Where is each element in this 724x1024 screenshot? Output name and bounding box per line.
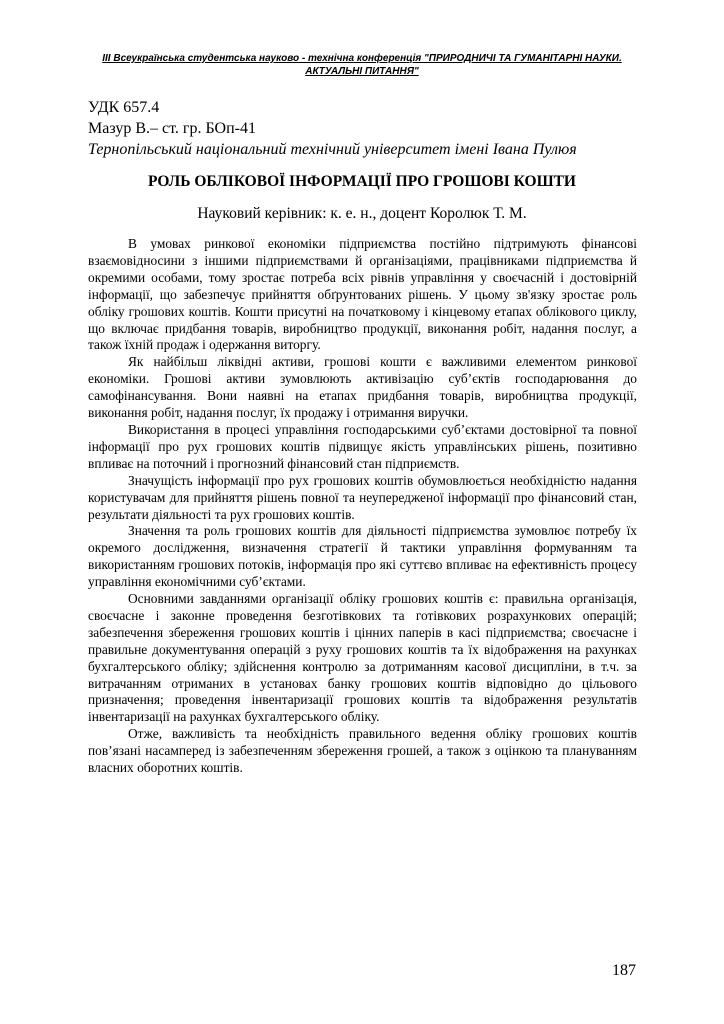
article-meta [88, 97, 648, 160]
conference-header-line1: ІІІ Всеукраїнська студентська науково - технічна конференція "ПРИРОДНИЧІ ТА ГУМАНІТАРНІ НАУКИ. [102, 53, 622, 64]
paragraph-4: Значущість інформації про рух грошових коштів обумовлюється необхідністю надання користувачам для прийняття рішень повної та неупередженої інформації про фінансовий стан, результати діяльності та рух грошових коштів. [88, 472, 637, 522]
paragraph-5: Значення та роль грошових коштів для діяльності підприємства зумовлює потребу їх окремого дослідження, визначення стратегії й тактики управління формуванням та використанням грошових потоків, інформація про які суттєво впливає на ефективність процесу управління економічними суб’єктами. [88, 523, 637, 590]
article-body [88, 236, 637, 777]
paragraph-7: Отже, важливість та необхідність правильного ведення обліку грошових коштів пов’язані насамперед із забезпеченням збереження грошей, а також з оцінкою та плануванням власних оборотних коштів. [88, 726, 637, 776]
paragraph-3: Використання в процесі управління господарськими суб’єктами достовірної та повної інформації про рух грошових коштів підвищує якість управлінських рішень, позитивно впливає на поточний і прогнозний фінансовий стан підприємств. [88, 421, 637, 471]
scientific-advisor: Науковий керівник: к. е. н., доцент Королюк Т. М. [197, 205, 527, 222]
author-line: Мазур В.– ст. гр. БОп-41 [88, 120, 256, 137]
conference-header [90, 52, 634, 78]
page-number: 187 [612, 962, 636, 979]
article-title: РОЛЬ ОБЛІКОВОЇ ІНФОРМАЦІЇ ПРО ГРОШОВІ КОШТИ [148, 173, 576, 190]
paragraph-6: Основними завданнями організації обліку грошових коштів є: правильна організація, своєчасне і законне проведення безготівкових та готівкових розрахункових операцій; забезпечення збереження грошових коштів і цінних паперів в касі підприємства; своєчасне і правильне документування операцій з руху грошових коштів та їх відображення на рахунках бухгалтерського обліку; здійснення контролю за дотриманням касової дисципліни, в т.ч. за витрачанням отриманих в установах банку грошових коштів відповідно до цільового призначення; проведення інвентаризації грошових коштів та відображення результатів інвентаризації на рахунках бухгалтерського обліку. [88, 591, 637, 725]
conference-header-line2: АКТУАЛЬНІ ПИТАННЯ" [305, 66, 419, 77]
udc-code: УДК 657.4 [88, 99, 160, 116]
paragraph-1: В умовах ринкової економіки підприємства постійно підтримують фінансові взаємовідносини з іншими підприємствами й організаціями, працівниками підприємства й окремими особами, тому зростає потреба всіх рівнів управління у своєчасній і достовірній інформації, що забезпечує прийняття обґрунтованих рішень. У цьому зв'язку зростає роль обліку грошових коштів. Кошти присутні на початковому і кінцевому етапах облікового циклу, що включає придбання товарів, виробництво продукції, виконання робіт, надання послуг, а також їхній продаж і одержання виторгу. [88, 236, 637, 353]
paragraph-2: Як найбільш ліквідні активи, грошові кошти є важливими елементом ринкової економіки. Грошові активи зумовлюють активізацію суб’єктів господарювання до самофінансування. Вони наявні на етапах придбання товарів, виробництва продукції, виконання робіт, надання послуг, їх продажу і отримання виручки. [88, 354, 637, 421]
affiliation: Тернопільський національний технічний університет імені Івана Пулюя [88, 141, 577, 158]
